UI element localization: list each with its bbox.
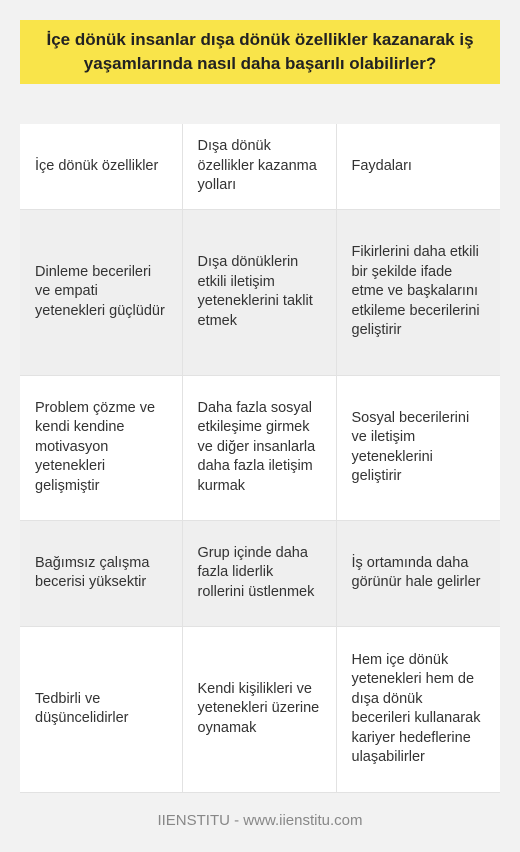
table-cell: Dinleme becerileri ve empati yetenekleri güçlüdür xyxy=(20,209,182,375)
header-cell: Faydaları xyxy=(336,124,500,209)
table-cell: Fikirlerini daha etkili bir şekilde ifade etme ve başkalarını etkileme becerilerini geliştirir xyxy=(336,209,500,375)
table-row xyxy=(20,375,500,520)
table-cell: Problem çözme ve kendi kendine motivasyon yetenekleri gelişmiştir xyxy=(20,375,182,520)
table-row xyxy=(20,209,500,375)
comparison-table-container xyxy=(20,124,500,793)
header-cell: İçe dönük özellikler xyxy=(20,124,182,209)
header-cell: Dışa dönük özellikler kazanma yolları xyxy=(182,124,336,209)
table-cell: Kendi kişilikleri ve yetenekleri üzerine oynamak xyxy=(182,626,336,792)
footer-credit: IIENSTITU - www.iienstitu.com xyxy=(157,812,363,829)
table-cell: Daha fazla sosyal etkileşime girmek ve diğer insanlarla daha fazla iletişim kurmak xyxy=(182,375,336,520)
table-cell: Dışa dönüklerin etkili iletişim yeteneklerini taklit etmek xyxy=(182,209,336,375)
table-cell: Grup içinde daha fazla liderlik rollerini üstlenmek xyxy=(182,520,336,626)
table-cell: Hem içe dönük yetenekleri hem de dışa dönük becerileri kullanarak kariyer hedeflerine ulaşabilirler xyxy=(336,626,500,792)
table-cell: İş ortamında daha görünür hale gelirler xyxy=(336,520,500,626)
title-banner xyxy=(20,20,500,84)
table-header-row xyxy=(20,124,500,209)
table-cell: Bağımsız çalışma becerisi yüksektir xyxy=(20,520,182,626)
page-title: İçe dönük insanlar dışa dönük özellikler kazanarak iş yaşamlarında nasıl daha başarılı olabilirler? xyxy=(46,30,474,73)
table-row xyxy=(20,626,500,792)
table-row xyxy=(20,520,500,626)
comparison-table xyxy=(20,124,500,793)
table-cell: Tedbirli ve düşüncelidirler xyxy=(20,626,182,792)
table-cell: Sosyal becerilerini ve iletişim yeteneklerini geliştirir xyxy=(336,375,500,520)
